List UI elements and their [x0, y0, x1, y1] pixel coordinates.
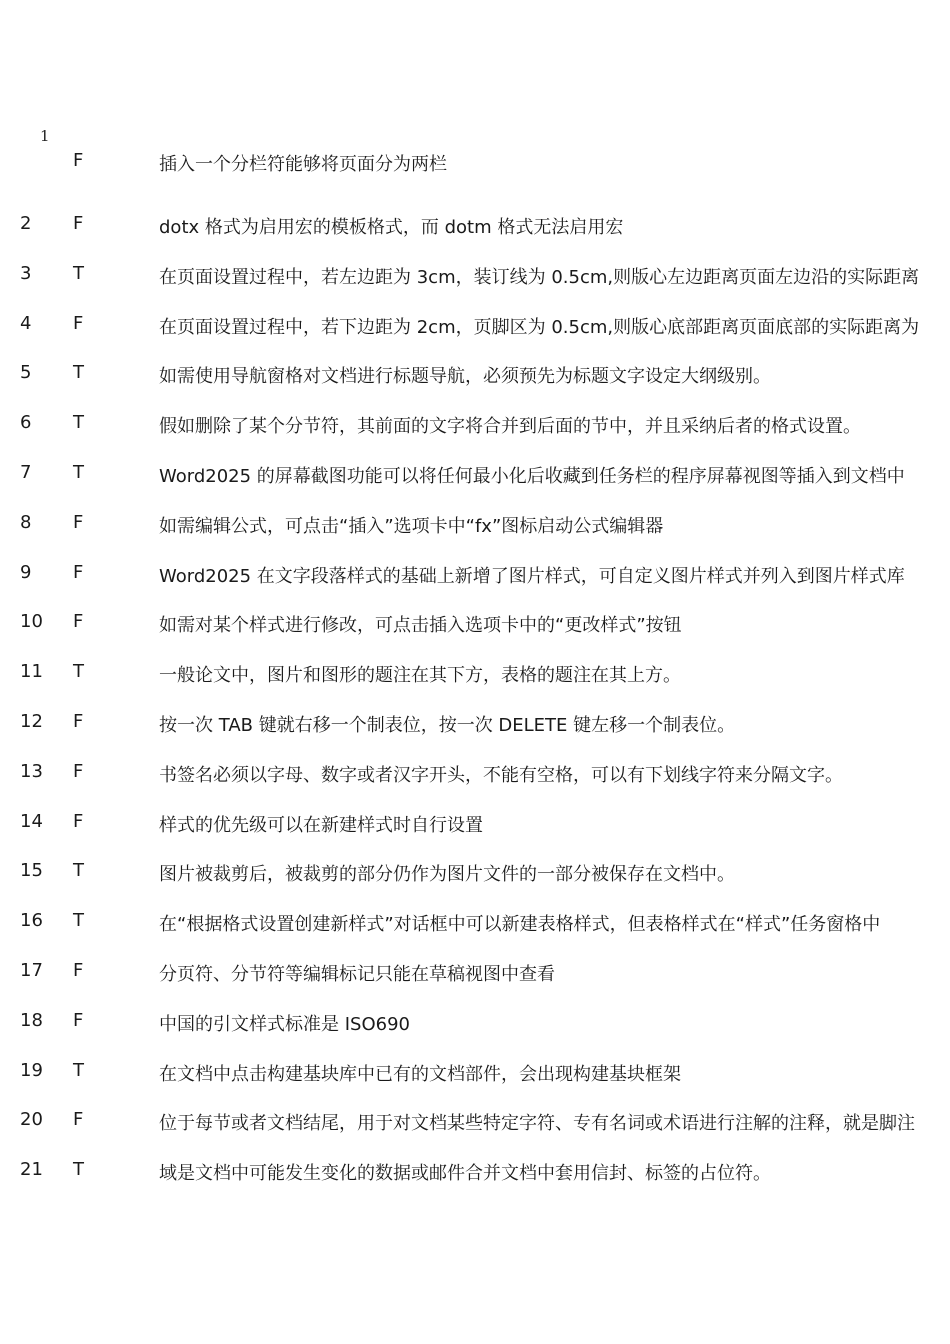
- statement-text: 如需对某个样式进行修改，可点击插入选项卡中的“更改样式”按钮: [159, 615, 682, 637]
- answer-row: [0, 1107, 950, 1157]
- answer-mark: F: [73, 710, 84, 732]
- answer-row: [0, 659, 950, 709]
- answer-mark: T: [73, 860, 84, 882]
- answer-row: [0, 560, 950, 610]
- answer-row: [0, 958, 950, 1008]
- answer-row: [0, 1058, 950, 1108]
- question-number: 2: [20, 213, 32, 234]
- answer-mark: F: [73, 760, 84, 782]
- question-number: 12: [20, 710, 43, 732]
- statement-text: 书签名必须以字母、数字或者汉字开头，不能有空格，可以有下划线字符来分隔文字。: [159, 764, 843, 786]
- question-number: 4: [20, 312, 32, 334]
- answer-row: [0, 609, 950, 659]
- answer-mark: F: [73, 810, 84, 832]
- answer-mark: F: [73, 1009, 84, 1031]
- question-number: 16: [20, 910, 43, 932]
- answer-mark: F: [73, 511, 84, 533]
- statement-text: 分页符、分节符等编辑标记只能在草稿视图中查看: [159, 963, 555, 985]
- question-number: 19: [20, 1059, 43, 1081]
- answer-row: [0, 410, 950, 460]
- answer-row: [0, 1157, 950, 1207]
- statement-text: 插入一个分栏符能够将页面分为两栏: [159, 154, 447, 175]
- answer-mark: T: [73, 262, 84, 284]
- question-number: 21: [20, 1159, 43, 1181]
- answer-row: [0, 211, 950, 261]
- statement-text: 在页面设置过程中，若左边距为 3cm，装订线为 0.5cm,则版心左边距离页面左边沿的实际距离: [159, 266, 920, 288]
- answer-mark: F: [73, 561, 84, 583]
- question-number: 15: [20, 860, 43, 882]
- answer-mark: F: [73, 312, 84, 334]
- answer-row: [0, 759, 950, 809]
- question-number: 18: [20, 1009, 43, 1031]
- answer-mark: T: [73, 910, 84, 932]
- statement-text: 如需编辑公式，可点击“插入”选项卡中“fx”图标启动公式编辑器: [159, 515, 664, 537]
- answer-mark: T: [73, 362, 84, 384]
- answer-mark: T: [73, 661, 84, 683]
- statement-text: 中国的引文样式标准是 ISO690: [159, 1013, 410, 1035]
- answer-mark: F: [73, 150, 84, 171]
- answer-row: [0, 1008, 950, 1058]
- answer-row: [0, 360, 950, 410]
- statement-text: 在页面设置过程中，若下边距为 2cm，页脚区为 0.5cm,则版心底部距离页面底部的实际距离为: [159, 316, 920, 338]
- question-number: 14: [20, 810, 43, 832]
- answer-mark: F: [73, 213, 84, 234]
- statement-text: 图片被裁剪后，被裁剪的部分仍作为图片文件的一部分被保存在文档中。: [159, 864, 735, 886]
- answer-mark: F: [73, 959, 84, 981]
- statement-text: Word2025 的屏幕截图功能可以将任何最小化后收藏到任务栏的程序屏幕视图等插入到文档中: [159, 465, 905, 487]
- question-number: 11: [20, 661, 43, 683]
- statement-text: 样式的优先级可以在新建样式时自行设置: [159, 814, 483, 836]
- question-number: 9: [20, 561, 32, 583]
- answer-mark: F: [73, 611, 84, 633]
- answer-row: [0, 261, 950, 311]
- question-number: 5: [20, 362, 32, 384]
- question-number: 6: [20, 412, 32, 434]
- answer-mark: T: [73, 1059, 84, 1081]
- answer-row: [0, 858, 950, 908]
- statement-text: 域是文档中可能发生变化的数据或邮件合并文档中套用信封、标签的占位符。: [159, 1163, 771, 1185]
- statement-text: 按一次 TAB 键就右移一个制表位，按一次 DELETE 键左移一个制表位。: [159, 714, 736, 736]
- answer-row: [0, 809, 950, 859]
- answer-row: [0, 709, 950, 759]
- answer-mark: F: [73, 1109, 84, 1131]
- statement-text: dotx 格式为启用宏的模板格式，而 dotm 格式无法启用宏: [159, 217, 624, 238]
- statement-text: 如需使用导航窗格对文档进行标题导航，必须预先为标题文字设定大纲级别。: [159, 366, 771, 388]
- question-number: 20: [20, 1109, 43, 1131]
- answer-row: [0, 148, 950, 211]
- answer-mark: T: [73, 461, 84, 483]
- answer-row: [0, 311, 950, 361]
- answer-row: [0, 460, 950, 510]
- question-number: 3: [20, 262, 32, 284]
- question-number: 17: [20, 959, 43, 981]
- answer-mark: T: [73, 412, 84, 434]
- question-number: 7: [20, 461, 32, 483]
- answer-row: [0, 510, 950, 560]
- answer-row: [0, 908, 950, 958]
- question-number: 8: [20, 511, 32, 533]
- statement-text: 假如删除了某个分节符，其前面的文字将合并到后面的节中，并且采纳后者的格式设置。: [159, 416, 861, 438]
- statement-text: 在“根据格式设置创建新样式”对话框中可以新建表格样式，但表格样式在“样式”任务窗格中: [159, 914, 881, 936]
- statement-text: 在文档中点击构建基块库中已有的文档部件，会出现构建基块框架: [159, 1063, 681, 1085]
- statement-text: Word2025 在文字段落样式的基础上新增了图片样式，可自定义图片样式并列入到图片样式库: [159, 565, 905, 587]
- answer-mark: T: [73, 1159, 84, 1181]
- statement-text: 位于每节或者文档结尾，用于对文档某些特定字符、专有名词或术语进行注解的注释，就是脚注: [159, 1113, 915, 1135]
- statement-text: 一般论文中，图片和图形的题注在其下方，表格的题注在其上方。: [159, 665, 681, 687]
- page-number: 1: [40, 127, 50, 145]
- question-number: 13: [20, 760, 43, 782]
- question-number: 10: [20, 611, 43, 633]
- answer-list: [0, 148, 950, 1207]
